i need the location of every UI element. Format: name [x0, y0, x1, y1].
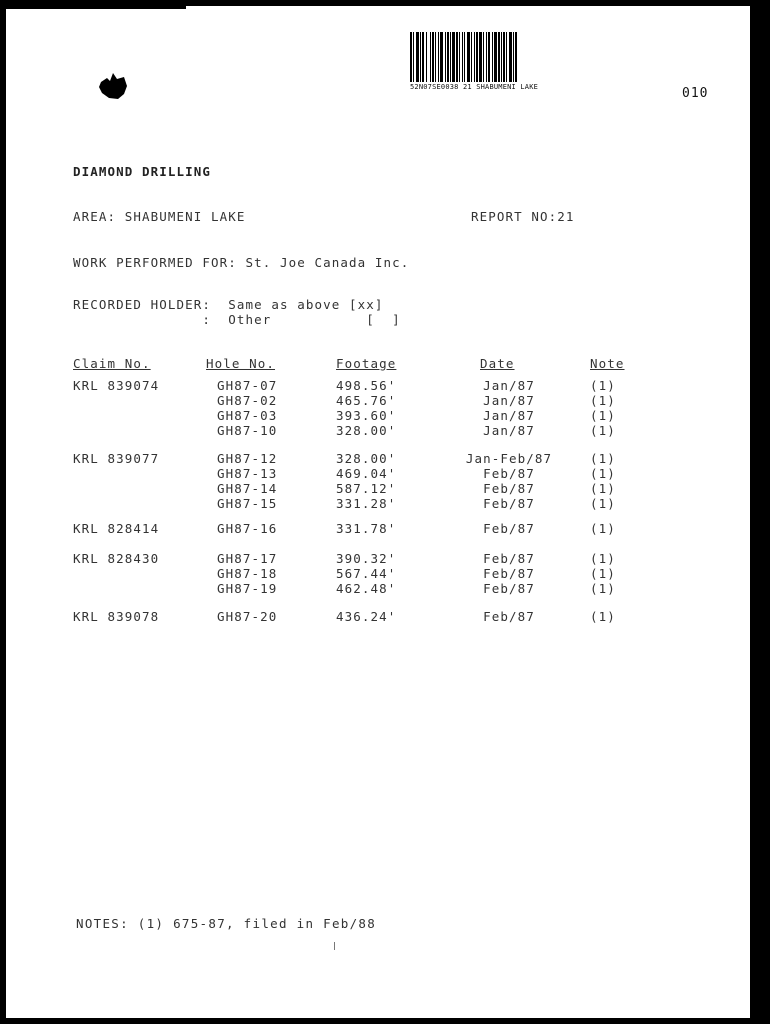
footage-value: 331.28'	[336, 496, 397, 511]
barcode	[410, 32, 632, 91]
footage-value-list	[336, 551, 396, 596]
footage-value: 328.00'	[336, 423, 397, 438]
header-date: Date	[480, 356, 515, 371]
barcode-bar	[517, 32, 518, 82]
note-ref-list	[590, 521, 616, 536]
hole-number: GH87-15	[217, 496, 278, 511]
document-page	[6, 6, 750, 1018]
barcode-caption: 52N07SE0038 21 SHABUMENI LAKE	[410, 83, 539, 91]
note-ref: (1)	[590, 521, 616, 536]
note-ref-list	[590, 378, 616, 438]
hole-number-list	[217, 551, 277, 596]
footage-value-list	[336, 378, 396, 438]
date-value: Feb/87	[483, 496, 535, 511]
date-value: Jan/87	[483, 393, 535, 408]
date-value-list	[454, 551, 564, 596]
date-value: Jan-Feb/87	[465, 451, 553, 466]
claim-number: KRL 839078	[73, 609, 160, 624]
date-value: Feb/87	[483, 566, 535, 581]
date-value-list	[454, 378, 564, 438]
date-value: Feb/87	[483, 581, 535, 596]
hole-number: GH87-10	[217, 423, 278, 438]
note-ref: (1)	[590, 408, 616, 423]
date-value: Feb/87	[483, 551, 535, 566]
footage-value: 567.44'	[336, 566, 397, 581]
date-value: Feb/87	[483, 466, 535, 481]
date-value: Jan/87	[483, 378, 535, 393]
header-note: Note	[590, 356, 625, 371]
hole-number: GH87-13	[217, 466, 278, 481]
recorded-holder-line-2: : Other [ ]	[73, 312, 401, 327]
hole-number: GH87-17	[217, 551, 278, 566]
hole-number-list	[217, 609, 277, 624]
footage-value: 462.48'	[336, 581, 397, 596]
hole-number: GH87-19	[217, 581, 278, 596]
footage-value-list	[336, 609, 396, 624]
date-value-list	[454, 521, 564, 536]
document-heading: DIAMOND DRILLING	[73, 164, 212, 179]
footage-value-list	[336, 451, 396, 511]
report-number: REPORT NO:21	[471, 209, 575, 224]
date-value: Feb/87	[483, 481, 535, 496]
stray-mark	[334, 942, 335, 950]
notes-footer: NOTES: (1) 675-87, filed in Feb/88	[76, 916, 377, 931]
note-ref: (1)	[590, 481, 616, 496]
note-ref: (1)	[590, 496, 616, 511]
header-hole-no: Hole No.	[206, 356, 276, 371]
page-code: 010	[682, 86, 709, 101]
note-ref: (1)	[590, 581, 616, 596]
footage-value: 436.24'	[336, 609, 397, 624]
hole-number-list	[217, 451, 277, 511]
hole-number: GH87-07	[217, 378, 278, 393]
footage-value: 465.76'	[336, 393, 397, 408]
claim-number: KRL 839074	[73, 378, 160, 393]
hole-number-list	[217, 521, 277, 536]
date-value-list	[454, 451, 564, 511]
date-value: Jan/87	[483, 408, 535, 423]
footage-value: 587.12'	[336, 481, 397, 496]
note-ref: (1)	[590, 566, 616, 581]
ink-blot-mark	[98, 72, 128, 100]
footage-value-list	[336, 521, 396, 536]
footage-value: 331.78'	[336, 521, 397, 536]
claim-number: KRL 828430	[73, 551, 160, 566]
footage-value: 469.04'	[336, 466, 397, 481]
work-performed-for: WORK PERFORMED FOR: St. Joe Canada Inc.	[73, 255, 410, 270]
barcode-bars	[410, 32, 632, 82]
footage-value: 393.60'	[336, 408, 397, 423]
footage-value: 328.00'	[336, 451, 397, 466]
hole-number: GH87-03	[217, 408, 278, 423]
date-value-list	[454, 609, 564, 624]
claim-number: KRL 839077	[73, 451, 160, 466]
header-claim-no: Claim No.	[73, 356, 151, 371]
header-footage: Footage	[336, 356, 397, 371]
claim-number: KRL 828414	[73, 521, 160, 536]
note-ref-list	[590, 609, 616, 624]
date-value: Feb/87	[483, 521, 535, 536]
hole-number-list	[217, 378, 277, 438]
recorded-holder	[73, 297, 401, 327]
hole-number: GH87-12	[217, 451, 278, 466]
hole-number: GH87-18	[217, 566, 278, 581]
note-ref: (1)	[590, 466, 616, 481]
note-ref: (1)	[590, 451, 616, 466]
hole-number: GH87-20	[217, 609, 278, 624]
note-ref: (1)	[590, 551, 616, 566]
hole-number: GH87-02	[217, 393, 278, 408]
recorded-holder-line-1: RECORDED HOLDER: Same as above [xx]	[73, 297, 384, 312]
note-ref: (1)	[590, 378, 616, 393]
footage-value: 498.56'	[336, 378, 397, 393]
note-ref: (1)	[590, 609, 616, 624]
note-ref-list	[590, 551, 616, 596]
hole-number: GH87-16	[217, 521, 278, 536]
area-label: AREA: SHABUMENI LAKE	[73, 209, 246, 224]
note-ref: (1)	[590, 423, 616, 438]
footage-value: 390.32'	[336, 551, 397, 566]
note-ref: (1)	[590, 393, 616, 408]
date-value: Feb/87	[483, 609, 535, 624]
hole-number: GH87-14	[217, 481, 278, 496]
note-ref-list	[590, 451, 616, 511]
date-value: Jan/87	[483, 423, 535, 438]
scan-edge-bar	[6, 6, 186, 9]
